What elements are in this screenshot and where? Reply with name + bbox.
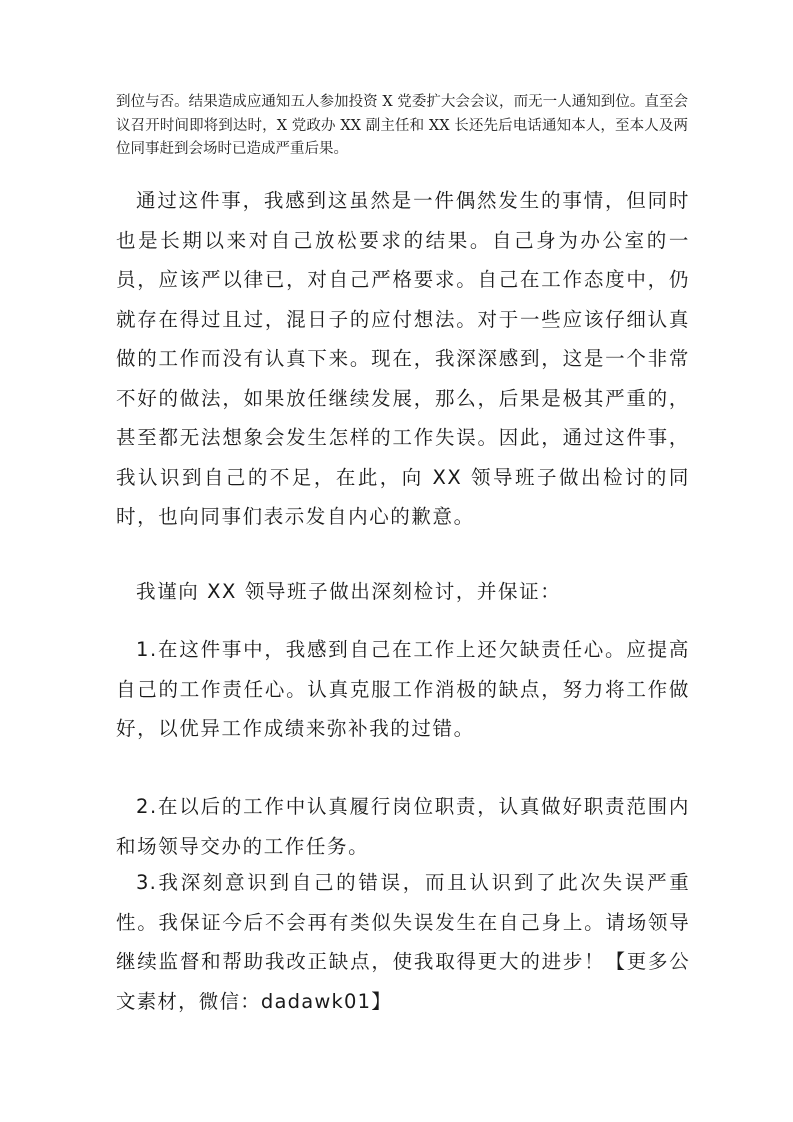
body-paragraph-reflection: 通过这件事，我感到这虽然是一件偶然发生的事情，但同时也是长期以来对自己放松要求的结果。自己身为办公室的一员，应该严以律已，对自己严格要求。自己在工作态度中，仍就存在得过且过，混日子的应付想法。对于一些应该仔细认真做的工作而没有认真下来。现在，我深深感到，这是一个非常不好的做法，如果放任继续发展，那么，后果是极其严重的，甚至都无法想象会发生怎样的工作失误。因此，通过这件事，我认识到自己的不足，在此，向 XX 领导班子做出检讨的同时，也向同事们表示发自内心的歉意。	[116, 189, 690, 528]
body-paragraph-pledge-1: 1.在这件事中，我感到自己在工作上还欠缺责任心。应提高自己的工作责任心。认真克服工作消极的缺点，努力将工作做好，以优异工作成绩来弥补我的过错。	[116, 638, 690, 740]
body-paragraph-pledge-2: 2.在以后的工作中认真履行岗位职责，认真做好职责范围内和场领导交办的工作任务。	[116, 795, 690, 858]
body-paragraph-pledge-intro: 我谨向 XX 领导班子做出深刻检讨，并保证：	[136, 580, 562, 603]
body-paragraph-pledge-3: 3.我深刻意识到自己的错误，而且认识到了此次失误严重性。我保证今后不会再有类似失误发生在自己身上。请场领导继续监督和帮助我改正缺点，使我取得更大的进步！【更多公文素材，微信：dadawk01】	[116, 871, 690, 1013]
intro-paragraph: 到位与否。结果造成应通知五人参加投资 X 党委扩大会会议，而无一人通知到位。直至会议召开时间即将到达时，X 党政办 XX 副主任和 XX 长还先后电话通知本人，至本人及两位同事赶到会场时已造成严重后果。	[116, 94, 688, 157]
